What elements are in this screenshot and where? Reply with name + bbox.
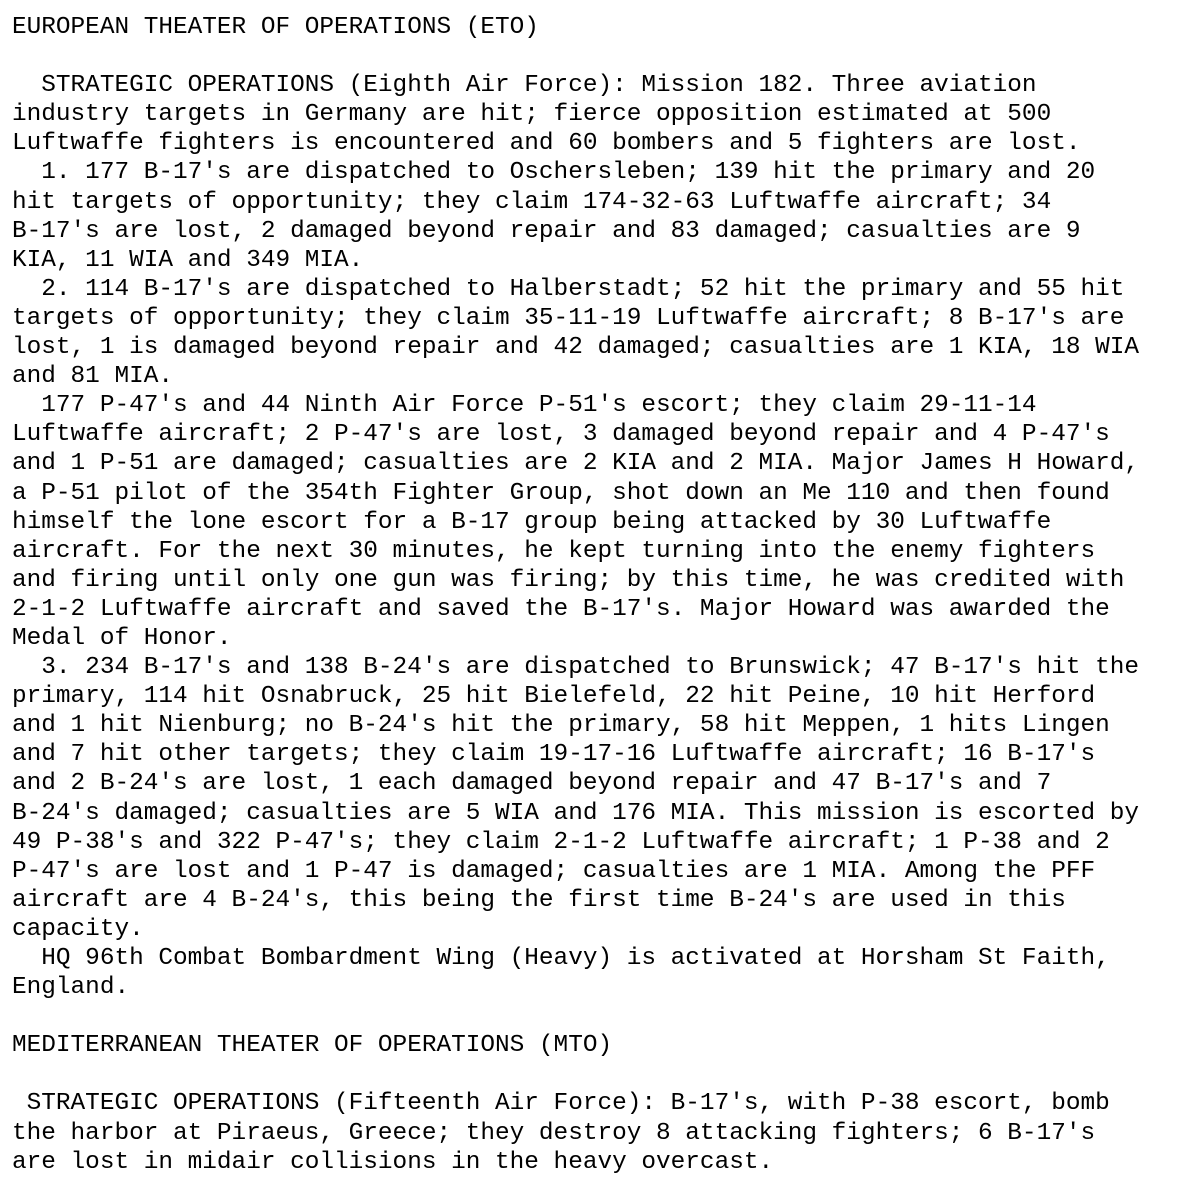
text-line: targets of opportunity; they claim 35-11-19 Luftwaffe aircraft; 8 B-17's are (12, 304, 1125, 332)
text-line: P-47's are lost and 1 P-47 is damaged; casualties are 1 MIA. Among the PFF (12, 857, 1096, 885)
document-text (12, 13, 1192, 1177)
eto-heading: EUROPEAN THEATER OF OPERATIONS (ETO) (12, 14, 539, 41)
text-line: primary, 114 hit Osnabruck, 25 hit Bielefeld, 22 hit Peine, 10 hit Herford (12, 683, 1096, 711)
text-line: Medal of Honor. (12, 624, 232, 652)
text-line: B-24's damaged; casualties are 5 WIA and 176 MIA. This mission is escorted by (12, 799, 1140, 827)
text-line: industry targets in Germany are hit; fierce opposition estimated at 500 (12, 101, 1052, 129)
mto-heading: MEDITERRANEAN THEATER OF OPERATIONS (MTO) (12, 1032, 613, 1060)
blank-line (12, 1002, 1192, 1031)
text-line: 49 P-38's and 322 P-47's; they claim 2-1-2 Luftwaffe aircraft; 1 P-38 and 2 (12, 828, 1110, 856)
text-line: Luftwaffe aircraft; 2 P-47's are lost, 3 damaged beyond repair and 4 P-47's (12, 421, 1110, 449)
text-line: the harbor at Piraeus, Greece; they destroy 8 attacking fighters; 6 B-17's (12, 1119, 1096, 1147)
text-line: and 2 B-24's are lost, 1 each damaged beyond repair and 47 B-17's and 7 (12, 770, 1052, 798)
text-line: himself the lone escort for a B-17 group being attacked by 30 Luftwaffe (12, 508, 1052, 536)
text-line: and firing until only one gun was firing; by this time, he was credited with (12, 566, 1125, 594)
text-line: 2. 114 B-17's are dispatched to Halberstadt; 52 hit the primary and 55 hit (12, 275, 1125, 303)
text-line: lost, 1 is damaged beyond repair and 42 damaged; casualties are 1 KIA, 18 WIA (12, 334, 1140, 362)
text-line: 1. 177 B-17's are dispatched to Oschersleben; 139 hit the primary and 20 (12, 159, 1096, 187)
text-line: 3. 234 B-17's and 138 B-24's are dispatched to Brunswick; 47 B-17's hit the (12, 654, 1140, 682)
text-line: HQ 96th Combat Bombardment Wing (Heavy) is activated at Horsham St Faith, (12, 945, 1110, 972)
text-line: and 81 MIA. (12, 363, 174, 391)
text-line: and 1 P-51 are damaged; casualties are 2 KIA and 2 MIA. Major James H Howard, (12, 450, 1140, 478)
blank-line (12, 1060, 1192, 1089)
text-line: 2-1-2 Luftwaffe aircraft and saved the B-17's. Major Howard was awarded the (12, 595, 1110, 623)
text-line: and 1 hit Nienburg; no B-24's hit the primary, 58 hit Meppen, 1 hits Lingen (12, 712, 1110, 740)
text-line: aircraft. For the next 30 minutes, he kept turning into the enemy fighters (12, 537, 1096, 565)
text-line: aircraft are 4 B-24's, this being the first time B-24's are used in this (12, 886, 1066, 914)
text-line: hit targets of opportunity; they claim 174-32-63 Luftwaffe aircraft; 34 (12, 188, 1052, 216)
text-line: and 7 hit other targets; they claim 19-17-16 Luftwaffe aircraft; 16 B-17's (12, 741, 1096, 769)
text-line: are lost in midair collisions in the heavy overcast. (12, 1148, 774, 1176)
text-line: a P-51 pilot of the 354th Fighter Group, shot down an Me 110 and then found (12, 479, 1110, 507)
text-line: STRATEGIC OPERATIONS (Eighth Air Force): Mission 182. Three aviation (12, 72, 1037, 100)
text-line: England. (12, 974, 130, 1002)
text-line: KIA, 11 WIA and 349 MIA. (12, 246, 364, 274)
text-line: B-17's are lost, 2 damaged beyond repair and 83 damaged; casualties are 9 (12, 217, 1081, 245)
text-line: Luftwaffe fighters is encountered and 60 bombers and 5 fighters are lost. (12, 130, 1081, 158)
text-line: STRATEGIC OPERATIONS (Fifteenth Air Force): B-17's, with P-38 escort, bomb (12, 1090, 1110, 1118)
text-line: capacity. (12, 915, 144, 943)
text-line: 177 P-47's and 44 Ninth Air Force P-51's escort; they claim 29-11-14 (12, 392, 1037, 420)
blank-line (12, 42, 1192, 71)
